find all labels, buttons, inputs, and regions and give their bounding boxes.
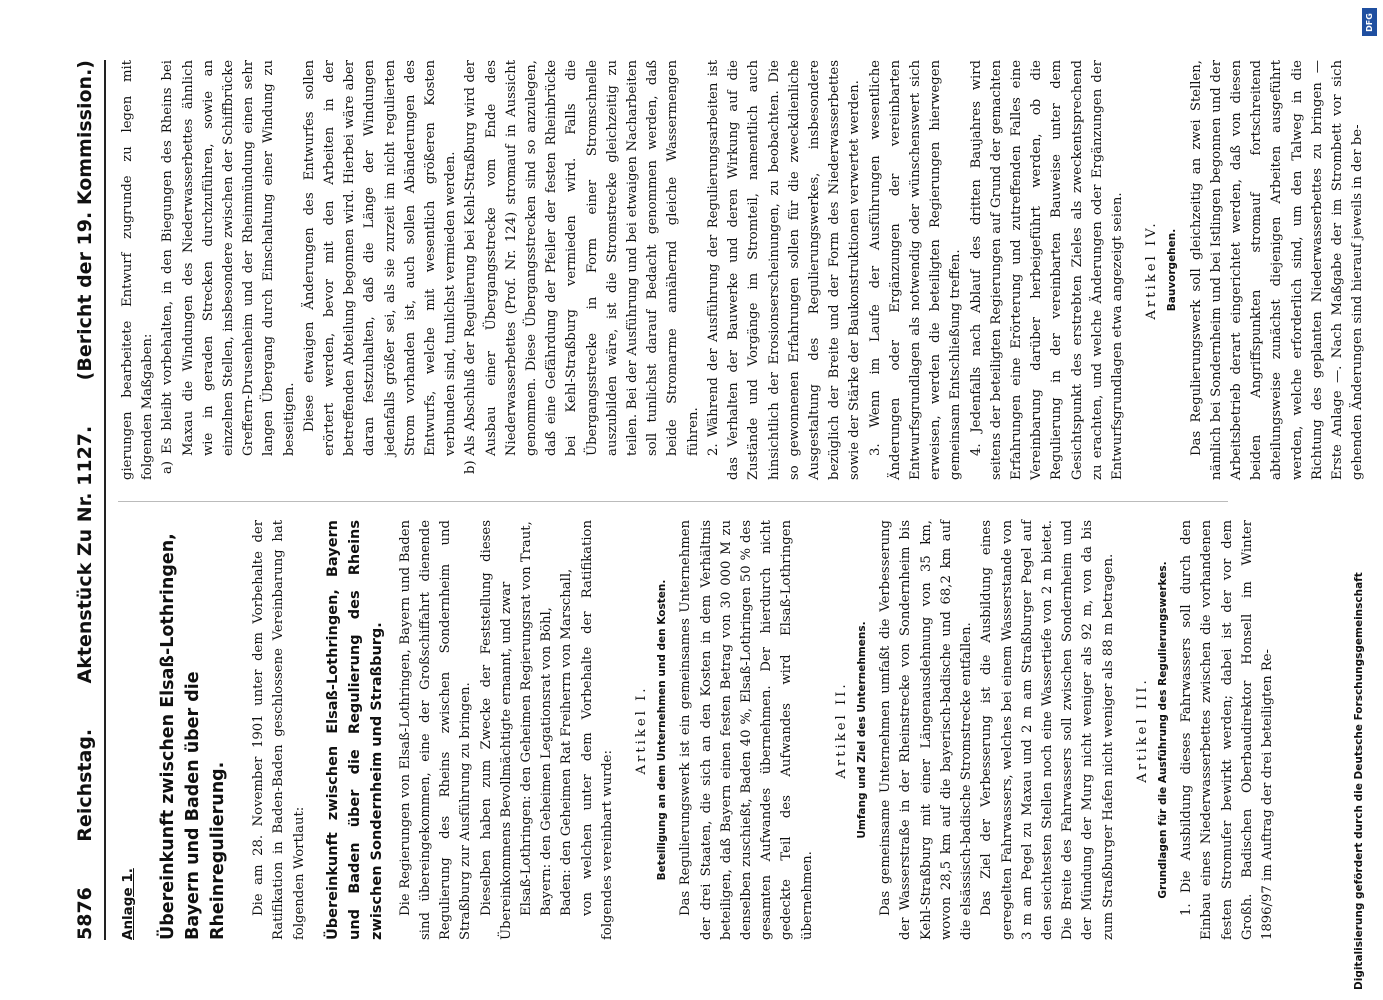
header-aktenstueck: Aktenstück Zu Nr. 1127. — [74, 425, 96, 684]
artikel-title: Bauvorgehen. — [1166, 228, 1179, 312]
header-reichstag: Reichstag. — [74, 728, 96, 842]
artikel-heading: Artikel II. — [833, 681, 849, 779]
paragraph: Diese etwaigen Änderungen des Entwurfes sollen erörtert werden, bevor mit den Arbeiten in der betreffenden Abteilung begonnen wird. Hierbei wäre aber daran festzuhalten, daß die Länge der Windungen jedenfalls größer sei, als sie zurzeit im nicht regulierten Strom vorhanden ist, auch sollen Abänderungen des Entwurfs, welche mit wesentlich größeren Kosten verbunden sind, tunlichst vermieden werden. — [301, 60, 459, 456]
paragraph: gierungen bearbeitete Entwurf zugrunde zu legen mit folgenden Maßgaben: — [120, 60, 156, 480]
paragraph: Das Regulierungswerk soll gleichzeitig an zwei Stellen, nämlich bei Sondernheim und bei Istlingen begonnen und der Arbeitsbetrieb derart eingerichtet werden, daß von diesen beiden Angriffspunkten stromauf fortschreitend abteilungsweise zunächst diejenigen Arbeiten ausgeführt werden, welche erforderlich sind, um den Talweg in die Richtung des geplanten Niederwasserbettes zu bringen — Erste Anlage —. Nach Maßgabe der im Strombett vor sich gehenden Änderungen sind hierauf jeweils in der be- — [1188, 60, 1366, 480]
artikel-title: Grundlagen für die Ausführung des Regulierungswerkes. — [1156, 561, 1169, 899]
digitization-credit: Digitalisierung gefördert durch die Deutsche Forschungsgemeinschaft — [1353, 572, 1365, 990]
dfg-logo-icon — [1362, 8, 1377, 36]
artikel-heading: Artikel IV. — [1144, 220, 1160, 320]
header-bericht: (Bericht der 19. Kommission.) — [74, 60, 96, 381]
artikel-title: Beteiligung an dem Unternehmen und den Kosten. — [656, 579, 669, 881]
paragraph: Das gemeinsame Unternehmen umfaßt die Verbesserung der Wasserstraße in der Rheinstrecke von Sondernheim bis Kehl-Straßburg mit einer Längenausdehnung von 35 km, wovon 28,5 km auf die bayerisch-badische und 68,2 km auf die elsässisch-badische Stromstrecke entfallen. — [878, 520, 975, 940]
left-column — [118, 520, 1278, 940]
right-column — [118, 60, 1368, 480]
delegate-line: Bayern: den Geheimen Legationsrat von Böhl, — [539, 607, 555, 916]
header-rule — [104, 60, 106, 940]
page-number: 5876 — [74, 887, 96, 940]
paragraph: von welchen unter dem Vorbehalte der Ratifikation folgendes vereinbart wurde: — [579, 520, 615, 940]
anlage-label: Anlage 1. — [120, 868, 136, 940]
paragraph: Dieselben haben zum Zwecke der Feststellung dieses Übereinkommens Bevollmächtigte ernannt, und zwar — [478, 520, 514, 940]
list-item: a) Es bleibt vorbehalten, in den Biegungen des Rheins bei Maxau die Windungen des Niederwasserbettes ähnlich wie in geraden Strecken durchzuführen, sowie an einzelnen Stellen, insbesondere zwischen der Schiffbrücke Greffern-Drusenheim und der Rheinmündung einen sehr langen Übergang durch Einschaltung einer Windung zu beseitigen. — [160, 60, 297, 474]
artikel-heading: Artikel I. — [634, 685, 650, 775]
paragraph: 3. Wenn im Laufe der Ausführungen wesentliche Änderungen oder Ergänzungen der vereinbarten Entwurfsgrundlagen als notwendig oder wünschenswert sich erweisen, werden die beteiligten Regierungen hierwegen gemeinsam Entschließung treffen. — [867, 60, 964, 480]
intro-paragraph: Die am 28. November 1901 unter dem Vorbehalte der Ratifikation in Baden-Baden geschlossene Vereinbarung hat folgenden Wortlaut: — [251, 520, 307, 940]
document-title: Übereinkunft zwischen Elsaß-Lothringen, Bayern und Baden über die Rheinregulierung. — [158, 533, 229, 940]
paragraph: Die Regierungen von Elsaß-Lothringen, Bayern und Baden sind übereingekommen, eine der Großschiffahrt dienende Regulierung des Rheins zwischen Sondernheim und Straßburg zur Ausführung zu bringen. — [397, 520, 474, 940]
paragraph: Das Regulierungswerk ist ein gemeinsames Unternehmen der drei Staaten, die sich an den Kosten in dem Verhältnis beteiligen, daß Bayern einen festen Betrag von 30 000 M zu denselben zuschießt, Baden 40 %, Elsaß-Lothringen 50 % des gesamten Aufwandes übernehmen. Der hierdurch nicht gedeckte Teil des Aufwandes wird Elsaß-Lothringen übernehmen. — [678, 520, 815, 940]
column-divider — [118, 501, 1228, 502]
delegate-line: Elsaß-Lothringen: den Geheimen Regierungsrat von Traut, — [519, 521, 535, 916]
page-header — [60, 60, 96, 940]
paragraph: 1. Die Ausbildung dieses Fahrwassers soll durch den Einbau eines Niederwasserbettes zwischen die vorhandenen festen Stromufer bewirkt werden; dabei ist der vor dem Großh. Badischen Oberbaudirektor Honsell im Winter 1896/97 im Auftrag der drei beteiligten Re- — [1179, 520, 1275, 940]
dfg-logo-text: DFG — [1365, 12, 1375, 32]
artikel-title: Umfang und Ziel des Unternehmens. — [856, 621, 869, 839]
agreement-subtitle: Übereinkunft zwischen Elsaß-Lothringen, Bayern und Baden über die Regulierung des Rheins zwischen Sondernheim und Straßburg. — [324, 520, 385, 940]
artikel-heading: Artikel III. — [1134, 677, 1150, 783]
paragraph: 2. Während der Ausführung der Regulierungsarbeiten ist das Verhalten der Bauwerke und deren Wirkung auf die Zustände und Vorgänge im Stromteil, namentlich auch hinsichtlich der Erosionserscheinungen, zu beobachten. Die so gewonnenen Erfahrungen sollen für die zweckdienliche Ausgestaltung des Regulierungswerkes, insbesondere bezüglich der Breite und der Form des Niederwasserbettes sowie der Stärke der Baukonstruktionen verwertet werden. — [705, 60, 863, 480]
paragraph: Das Ziel der Verbesserung ist die Ausbildung eines geregelten Fahrwassers, welches bei einem Wasserstande von 3 m am Pegel zu Maxau und 2 m am Straßburger Pegel auf den seichtesten Stellen noch eine Wassertiefe von 2 m bietet. Die Breite des Fahrwassers soll zwischen Sondernheim und der Mündung der Murg nicht weniger als 92 m, von da bis zum Straßburger Hafen nicht weniger als 88 m betragen. — [979, 520, 1116, 940]
list-item: b) Als Abschluß der Regulierung bei Kehl-Straßburg wird der Ausbau einer Übergangsstrecke vom Ende des Niederwasserbettes (Prof. Nr. 124) stromauf in Aussicht genommen. Diese Übergangsstrecken sind so anzulegen, daß eine Gefährdung der Pfeiler der festen Rheinbrücke bei Kehl-Straßburg vermieden wird. Falls die Übergangsstrecke in Form einer Stromschnelle auszubilden wäre, ist die Stromstrecke gleichzeitig zu teilen. Bei der Ausführung und bei etwaigen Nacharbeiten soll tunlichst darauf Bedacht genommen werden, daß beide Stromarme annähernd gleiche Wassermengen führen. — [463, 60, 701, 474]
paragraph: 4. Jedenfalls nach Ablauf des dritten Baujahres wird seitens der beteiligten Regierungen auf Grund der gemachten Erfahrungen eine Erörterung und zutreffenden Falles eine Vereinbarung darüber herbeigeführt werden, ob die Regulierung in der vereinbarten Bauweise unter dem Gesichtspunkt des erstrebten Zieles als zweckentsprechend zu erachten, und welche Änderungen oder Ergänzungen der Entwurfsgrundlagen etwa angezeigt seien. — [968, 60, 1125, 480]
delegate-line: Baden: den Geheimen Rat Freiherrn von Marschall, — [559, 568, 575, 916]
